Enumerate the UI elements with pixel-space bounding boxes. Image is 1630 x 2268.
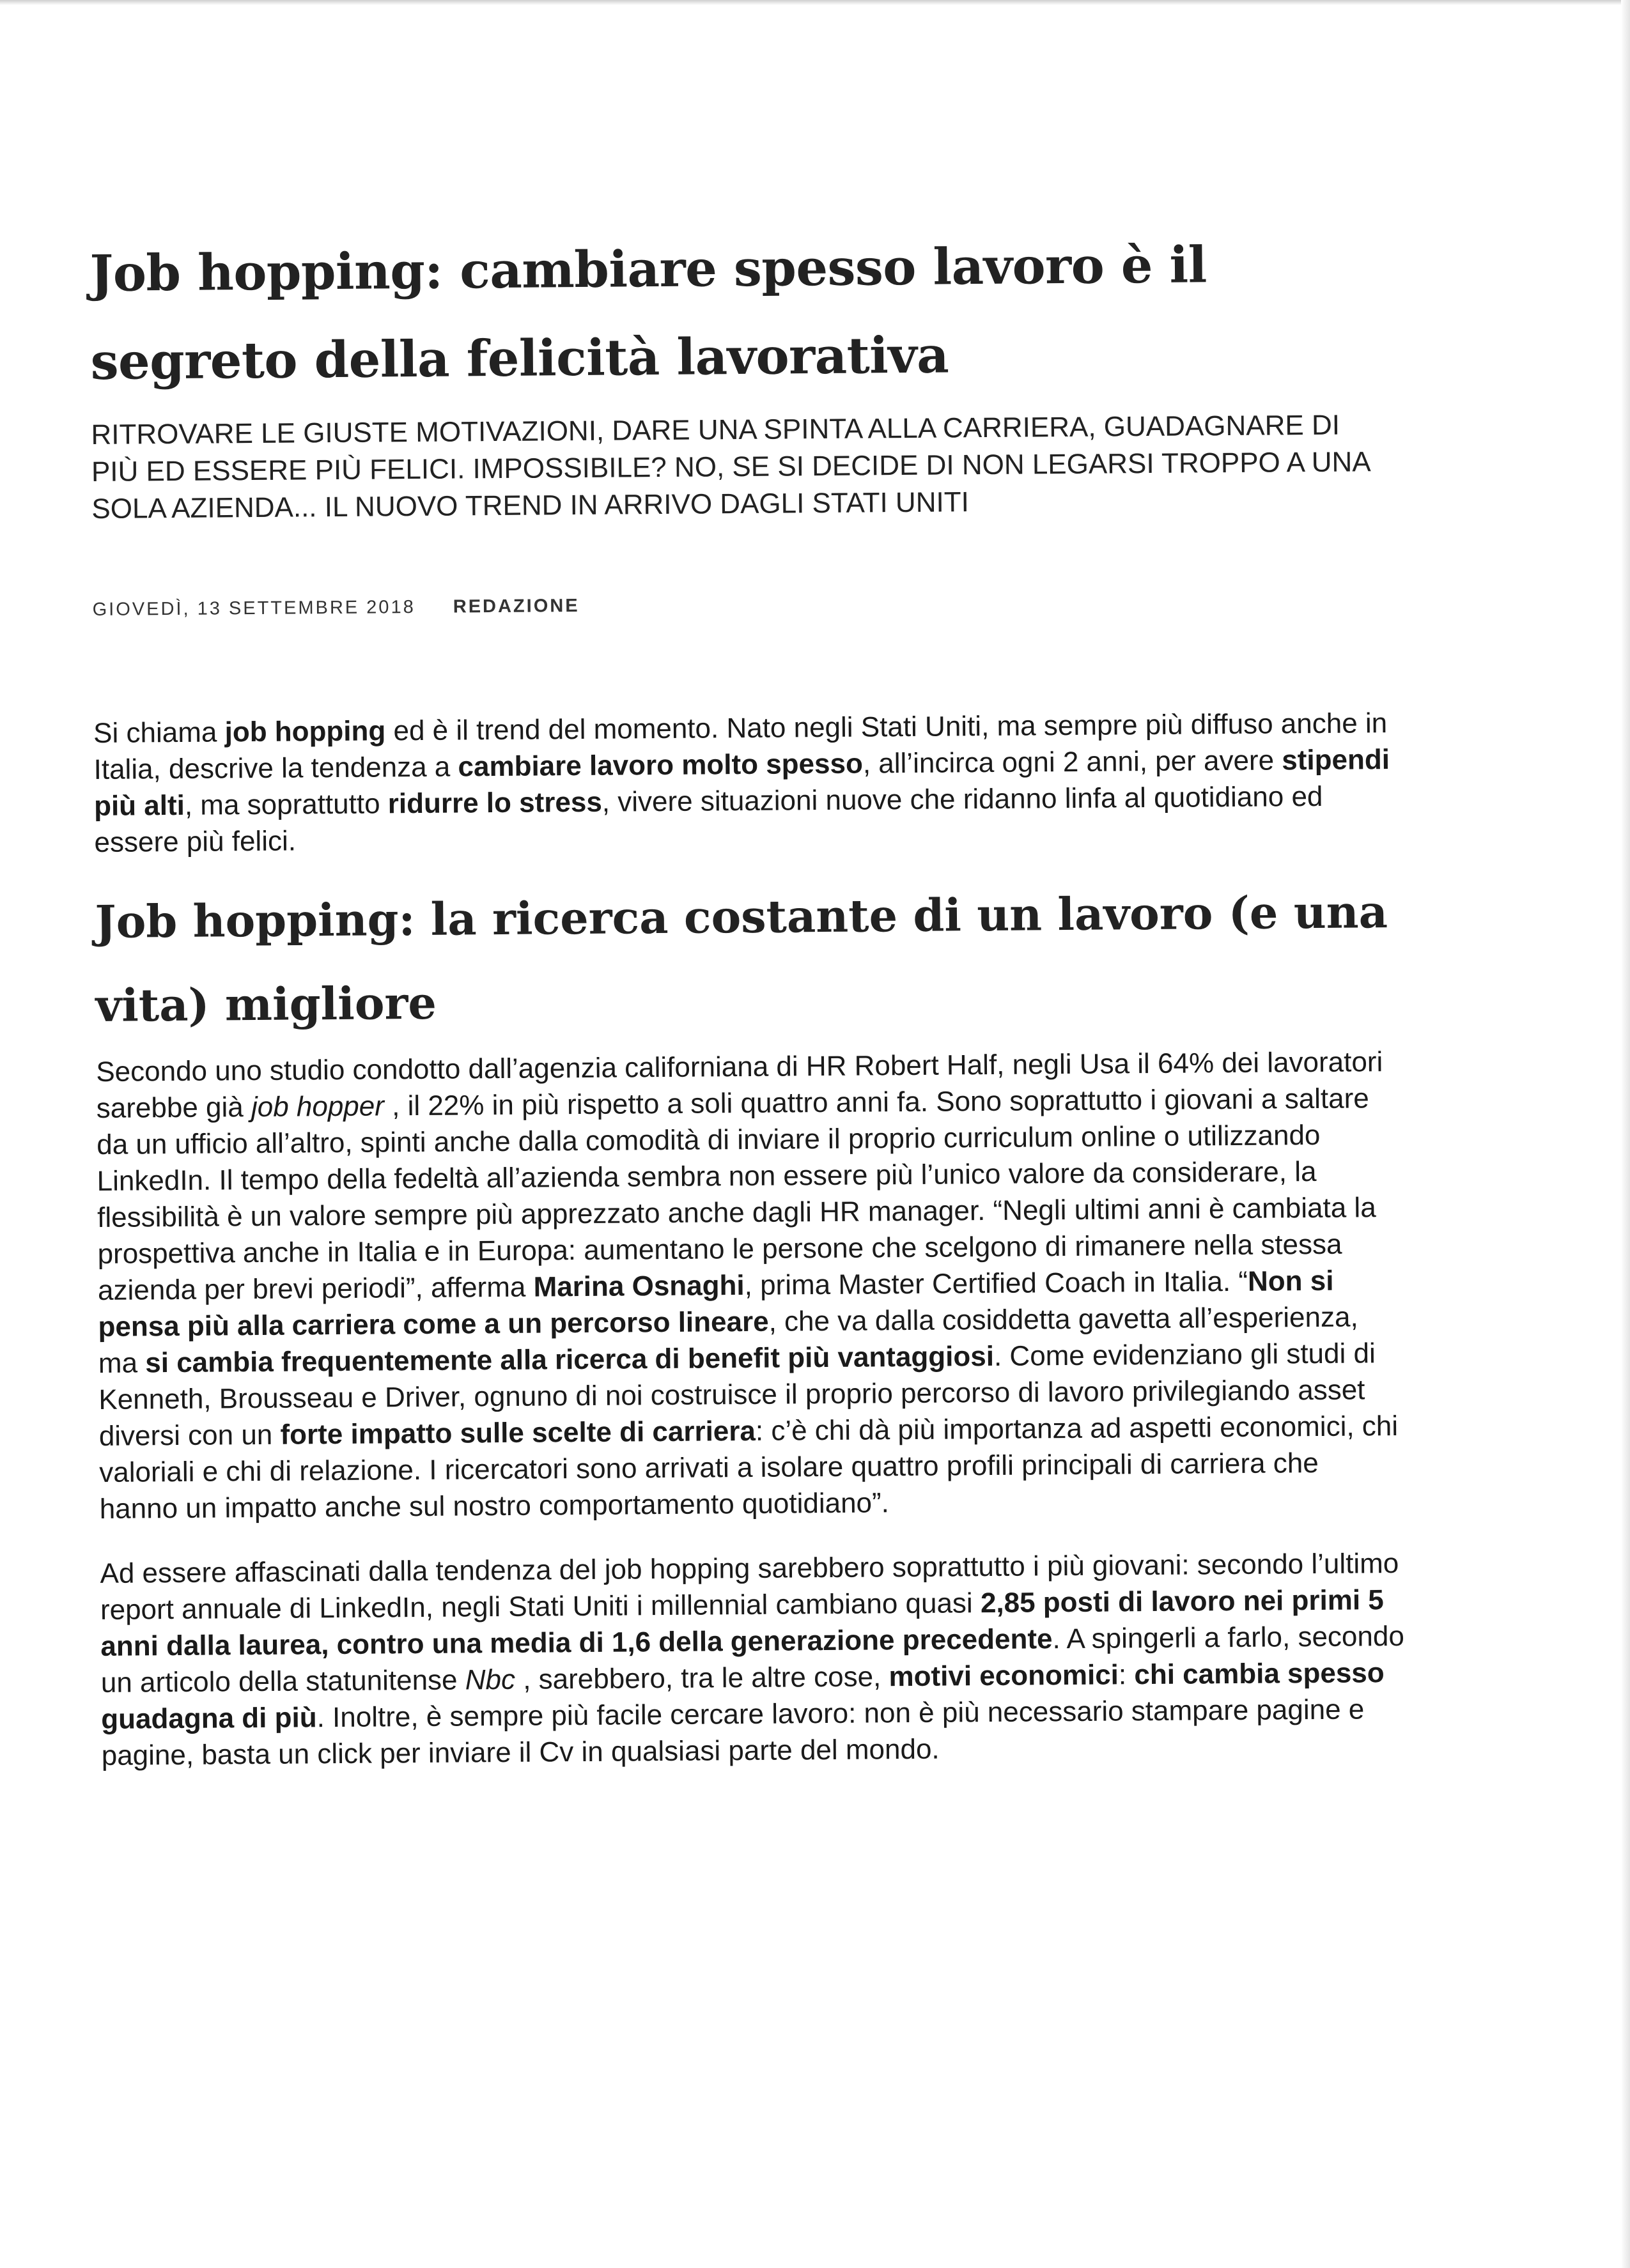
bold-text: forte impatto sulle scelte di carriera bbox=[280, 1415, 756, 1451]
article-author: REDAZIONE bbox=[453, 595, 580, 617]
body-text: , all’incirca ogni 2 anni, per avere bbox=[862, 744, 1282, 780]
body-text: , ma soprattutto bbox=[184, 788, 388, 821]
italic-text: job hopper bbox=[251, 1090, 385, 1123]
article-subtitle: RITROVARE LE GIUSTE MOTIVAZIONI, DARE UNA SPINTA ALLA CARRIERA, GUADAGNARE DI PIÙ ED ESSERE PIÙ FELICI. IMPOSSIBILE? NO, SE SI DECIDE DI NON LEGARSI TROPPO A UNA SOLA AZIENDA... IL NUOVO TREND IN ARRIVO DAGLI STATI UNITI bbox=[91, 409, 1370, 525]
scan-right-edge bbox=[1621, 0, 1630, 2268]
italic-text: Nbc bbox=[465, 1663, 516, 1696]
body-text: , che va dalla cosiddetta gavetta all’esperienza, ma bbox=[98, 1301, 1358, 1379]
body-text: . Come evidenziano gli studi di Kenneth, Brousseau e Driver, ognuno di noi costruisce il proprio percorso di lavoro privilegiando asset diversi con un bbox=[98, 1338, 1376, 1452]
body-text: , il 22% in più rispetto a soli quattro anni fa. Sono soprattutto i giovani a saltare da un ufficio all’altro, spinti anche dalla comodità di inviare il proprio curriculum online o utilizzando LinkedIn. Il tempo della fedeltà all’azienda sembra non essere più l’unico valore da considerare, la flessibilità è un valore sempre più apprezzato anche dagli HR manager. “Negli ultimi anni è cambiata la prospettiva anche in Italia e in Europa: aumentano le persone che scelgono di rimanere nella stessa azienda per brevi periodi”, afferma bbox=[97, 1083, 1376, 1306]
body-text: Si chiama bbox=[93, 716, 225, 749]
bold-text: motivi economici bbox=[889, 1659, 1119, 1693]
article-date: GIOVEDÌ, 13 SETTEMBRE 2018 bbox=[92, 597, 415, 620]
body-text: , sarebbero, tra le altre cose, bbox=[515, 1661, 889, 1695]
body-text: . Inoltre, è sempre più facile cercare lavoro: non è più necessario stampare pagine e pagine, basta un click per inviare il Cv in qualsiasi parte del mondo. bbox=[101, 1693, 1365, 1771]
article-headline: Job hopping: cambiare spesso lavoro è il segreto della felicità lavorativa bbox=[89, 236, 1207, 391]
body-paragraph-1 bbox=[96, 1044, 1404, 1527]
bold-text: chi cambia spesso guadagna di più bbox=[101, 1657, 1385, 1735]
bold-text: ridurre lo stress bbox=[387, 786, 602, 820]
bold-text: job hopping bbox=[224, 715, 386, 748]
body-text: : c’è chi dà più importanza ad aspetti economici, chi valoriali e chi di relazione. I ricercatori sono arrivati a isolare quattro profili principali di carriera che hanno un impatto anche sul nostro comportamento quotidiano”. bbox=[99, 1410, 1399, 1525]
lead-paragraph bbox=[93, 705, 1399, 861]
body-text: Secondo uno studio condotto dall’agenzia californiana di HR Robert Half, negli Usa il 64% dei lavoratori sarebbe già bbox=[96, 1046, 1383, 1124]
scan-top-edge bbox=[0, 0, 1630, 5]
body-text: , prima Master Certified Coach in Italia. “ bbox=[744, 1265, 1248, 1302]
body-text: ed è il trend del momento. Nato negli Stati Uniti, ma sempre più diffuso anche in Italia, descrive la tendenza a bbox=[93, 707, 1388, 785]
body-paragraph-2 bbox=[100, 1545, 1406, 1774]
bold-text: stipendi più alti bbox=[93, 744, 1390, 822]
bold-text: 2,85 posti di lavoro nei primi 5 anni dalla laurea, contro una media di 1,6 della generazione precedente bbox=[100, 1584, 1384, 1662]
bold-text: si cambia frequentemente alla ricerca di benefit più vantaggiosi bbox=[145, 1340, 995, 1379]
body-text: , vivere situazioni nuove che ridanno linfa al quotidiano ed essere più felici. bbox=[94, 780, 1323, 858]
body-text: . A spingerli a farlo, secondo un articolo della statunitense bbox=[100, 1620, 1405, 1699]
bold-text: cambiare lavoro molto spesso bbox=[458, 748, 864, 783]
article-meta bbox=[93, 589, 1397, 621]
body-text: Ad essere affascinati dalla tendenza del job hopping sarebbero soprattutto i più giovani: secondo l’ultimo report annuale di LinkedIn, negli Stati Uniti i millennial cambiano quasi bbox=[100, 1547, 1399, 1626]
section-heading: Job hopping: la ricerca costante di un lavoro (e una vita) migliore bbox=[95, 885, 1388, 1032]
bold-text: Marina Osnaghi bbox=[533, 1270, 745, 1303]
article bbox=[89, 220, 1406, 1774]
bold-text: Non si pensa più alla carriera come a un percorso lineare bbox=[98, 1265, 1334, 1343]
body-text: : bbox=[1118, 1659, 1135, 1691]
